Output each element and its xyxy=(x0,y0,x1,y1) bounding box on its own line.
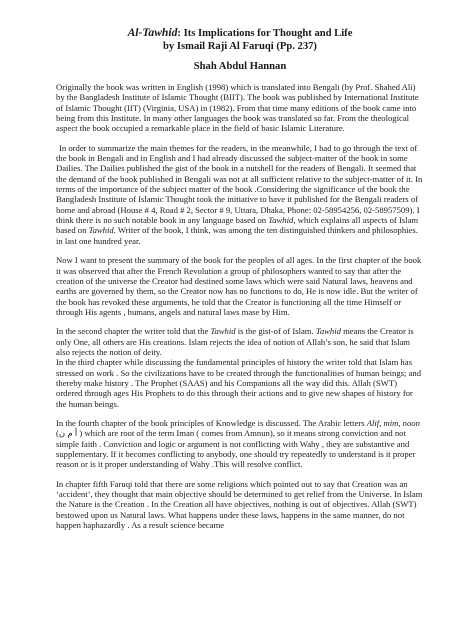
paragraph-2-text-b: , which explains all aspects of Islam based on xyxy=(56,215,419,236)
paragraph-6-text-a: In the fourth chapter of the book principles of Knowledge is discussed. The Arabic letters xyxy=(56,417,367,428)
paragraph-4-text-c: means the Creator is only One, all others are His creations. Islam rejects the idea of notion of Allah’s son, he said that Islam also rejects the notion of deity. xyxy=(56,326,414,357)
paragraph-4 xyxy=(56,326,424,357)
paragraph-2-emphasis-1: Tawhid xyxy=(268,215,294,226)
paragraph-2-text-a: In order to summarize the main themes for the readers, in the meanwhile, I had to go through the text of the book in Bengali and in English and I had already discussed the subject-matter of the book in some Dailies. The Dailies published the gist of the book in a nutshell for the readers of Bengali. It seemed that the demand of the book published in Bengali was not at all sufficient relative to the subject-matter of it. In terms of the importance of the subject matter of the book .Considering the significance of the book the Bangladesh Institute of Islamic Thought took the initiative to have it published for the Bengali readers of home and abroad (House # 4, Road # 2, Sector # 9, Uttara, Dhaka, Phone: 02-58954256, 02-58957509). I think there is no such notable book in any language based on xyxy=(56,142,423,226)
paragraph-4-emphasis-2: Tawhid xyxy=(315,326,341,337)
paragraph-4-text-a: In the second chapter the writer told that the xyxy=(56,326,211,337)
paragraph-2-emphasis-2: Tawhid xyxy=(88,225,114,236)
paragraph-2-text-c: . Writer of the book, I think, was among the ten distinguished thinkers and philosophies. in last one hundred year. xyxy=(56,225,418,246)
paragraph-1: Originally the book was written in English (1998) which is translated into Bengali (by Prof. Shahed Ali) by the Bangladesh Institute of Islamic Thought (BIIT). The book was published by International Institute of Islamic Thought (IIT) (Virginia, USA) in (1982). From that time many editions of the book came into being from this Institute. In many other languages the book was translated so far. From the theological aspect the book occupied a remarkable place in the field of basic Islamic Literature. xyxy=(56,82,419,134)
paragraph-3: Now I want to present the summary of the book for the peoples of all ages. In the first chapter of the book it was observed that after the French Revolution a group of philosophers wanted to say that after the creation of the universe the Creator had destined some laws which were said Natural laws, heavens and earths are governed by them, so the Creator now has no functions to do, He is now idle. But the writer of the book has revoked these arguments, he told that the Creator is functioning all the time Himself or through His agents , humans, angels and natural laws mase by Him. xyxy=(56,255,422,317)
document-title xyxy=(56,26,424,40)
paragraph-7: In chapter fifth Faruqi told that there are some religions which pointed out to say that Creation was an ‘accident’, they thought that main objective should be determined to get relief from the Universe. In Islam the Nature is the Creation . In the Creation all have objectives, nothing is out of objectives. Allah (SWT) bestowed upon us Natural laws. What happens under these laws, happens in the same manner, do not happen haphazardly . As a result science became xyxy=(56,478,423,531)
paragraph-4-emphasis-1: Tawhid xyxy=(210,326,236,337)
document-subtitle: by Ismail Raji Al Faruqi (Pp. 237) xyxy=(163,41,317,52)
paragraph-5: In the third chapter while discussing the fundamental principles of history the writer told that Islam has stressed on work . So the civilizations have to be created through the functionalities of human beings; and thereby make history . The Prophet (SAAS) and his Companions all the way did this. Allah (SWT) ordered through ages His Prophets to do this through their actions and to give new shapes of history for the human beings. xyxy=(56,357,422,409)
paragraph-6-emphasis: Alif, mim, noon xyxy=(366,417,420,428)
paragraph-6-text-b: (أ م ن ) which are root of the term Iman ( comes from Amnun), so it means strong conviction and not simple faith . Conviction and logic or argument is not conflicting with Wahy , they are substantive and supplementary. If it becomes conflicting to anybody, one should try repeatedly to understand is it proper reason or is it proper understanding of Wahy .This will resolve conflict. xyxy=(56,428,416,470)
paragraph-2 xyxy=(56,143,424,246)
document-author: Shah Abdul Hannan xyxy=(193,61,287,72)
document-page xyxy=(56,26,424,539)
title-rest: : Its Implications for Thought and Life xyxy=(177,28,353,39)
paragraph-4-text-b: is the gist-of of Islam. xyxy=(235,326,316,337)
title-emphasis: Al-Tawhid xyxy=(127,26,178,39)
paragraph-6 xyxy=(56,418,424,470)
